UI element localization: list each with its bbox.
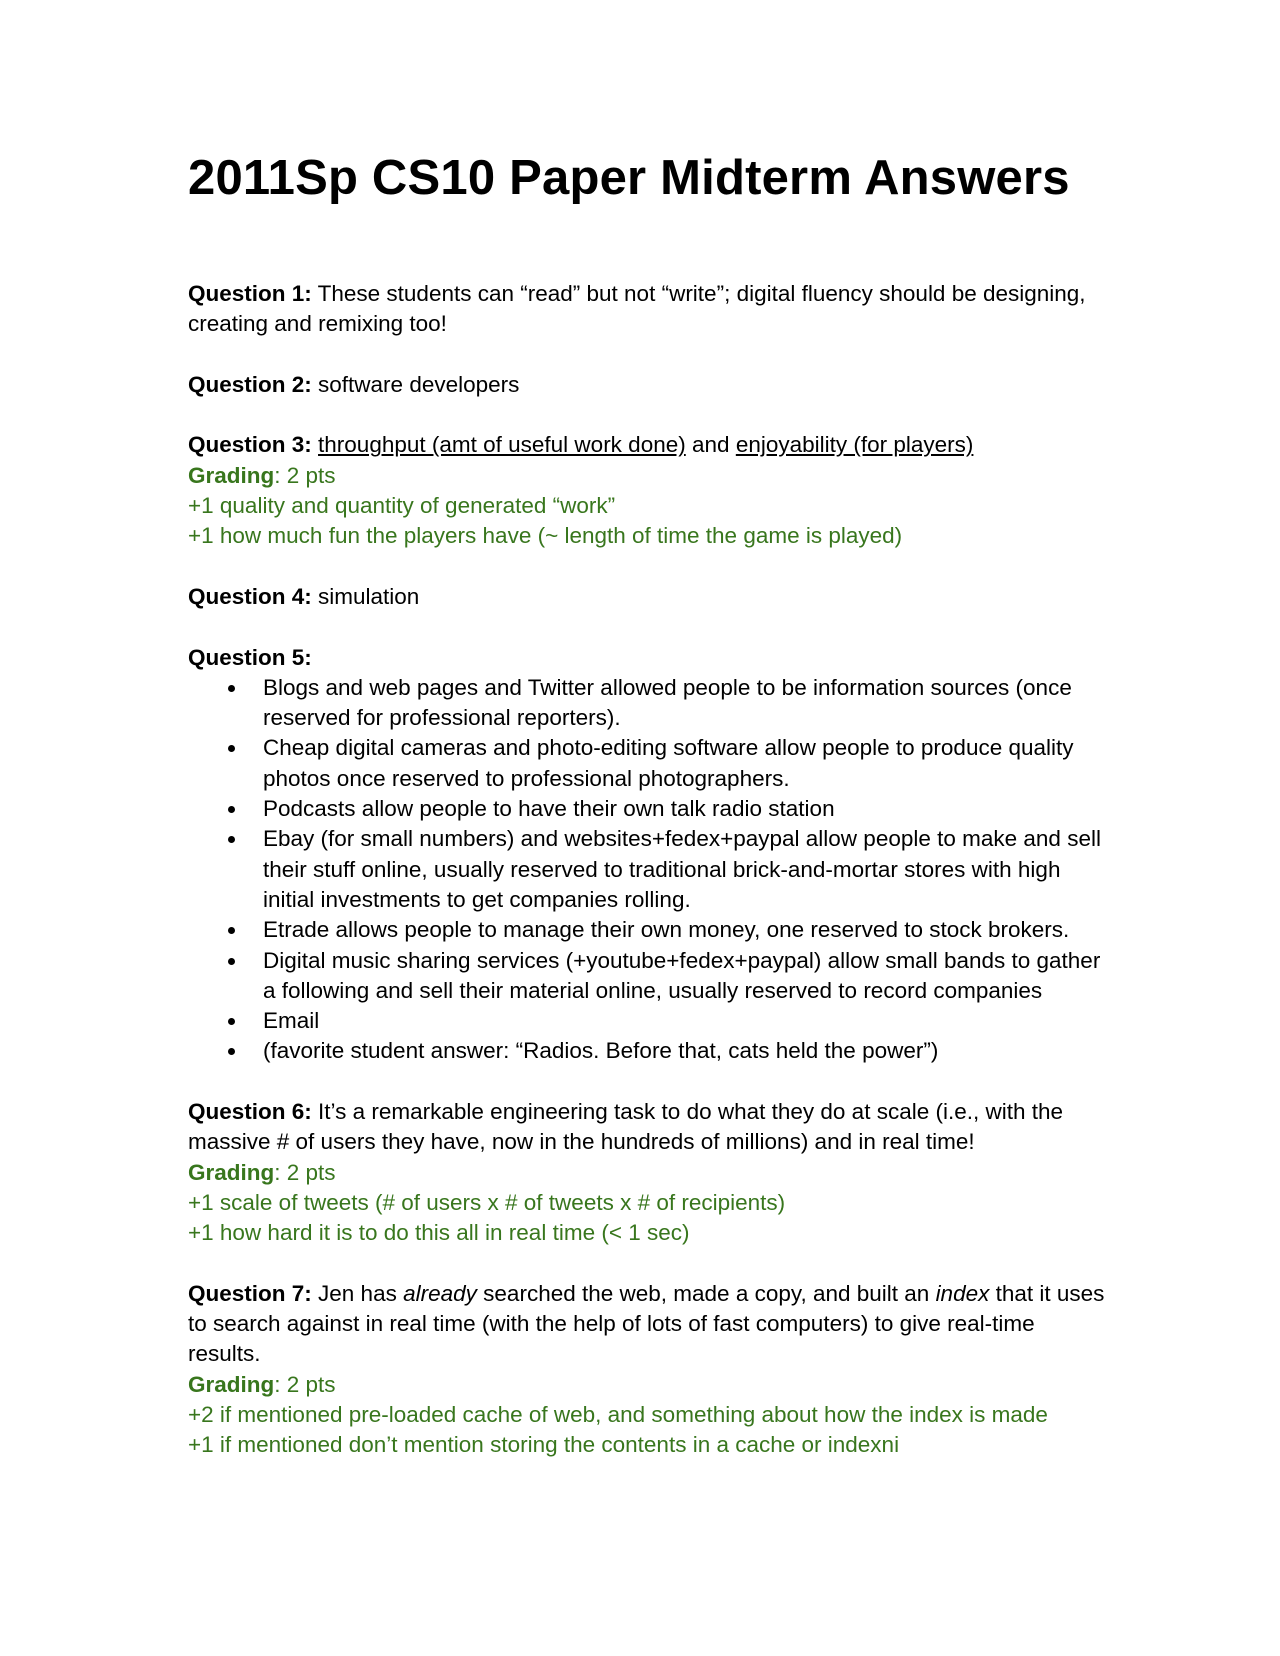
list-item-text: Ebay (for small numbers) and websites+fedex+paypal allow people to make and sell their stuff online, usually reserved to traditional brick-and-mortar stores with high initial investments to get companies rolling. bbox=[263, 826, 1101, 912]
bullet-icon bbox=[228, 836, 235, 843]
rubric-item: +1 if mentioned don’t mention storing the contents in a cache or indexni bbox=[188, 1432, 900, 1458]
page-title: 2011Sp CS10 Paper Midterm Answers bbox=[188, 151, 1070, 205]
grading-label: Grading bbox=[188, 1371, 275, 1397]
question-4 bbox=[188, 582, 1108, 612]
answer-text: searched the web, made a copy, and built an bbox=[483, 1280, 930, 1306]
list-item bbox=[188, 733, 1108, 794]
list-item bbox=[188, 673, 1108, 734]
list-item-text: Etrade allows people to manage their own money, one reserved to stock brokers. bbox=[263, 917, 1070, 943]
grading-line bbox=[188, 461, 1108, 491]
answer-emphasis: index bbox=[935, 1280, 990, 1306]
list-item bbox=[188, 794, 1108, 824]
bullet-icon bbox=[228, 806, 235, 813]
question-1 bbox=[188, 279, 1108, 340]
list-item bbox=[188, 1036, 1108, 1066]
answer-emphasis: already bbox=[403, 1280, 477, 1306]
question-label: Question 2: bbox=[188, 371, 312, 397]
list-item bbox=[188, 915, 1108, 945]
list-item bbox=[188, 1006, 1108, 1036]
rubric-item: +1 quality and quantity of generated “work” bbox=[188, 493, 616, 519]
bullet-icon bbox=[228, 1048, 235, 1055]
answer-text: These students can “read” but not “write”; digital fluency should be designing, creating and remixing too! bbox=[188, 281, 1086, 337]
question-label: Question 7: bbox=[188, 1280, 312, 1306]
bullet-icon bbox=[228, 1018, 235, 1025]
list-item-text: (favorite student answer: “Radios. Before that, cats held the power”) bbox=[263, 1038, 939, 1064]
answer-text: simulation bbox=[318, 583, 420, 609]
question-label: Question 1: bbox=[188, 281, 312, 306]
grading-label: Grading bbox=[188, 1159, 275, 1185]
grading-label: Grading bbox=[188, 462, 275, 488]
answer-connector: and bbox=[692, 432, 730, 458]
list-item-text: Podcasts allow people to have their own talk radio station bbox=[263, 796, 835, 822]
question-6 bbox=[188, 1097, 1108, 1158]
grading-points: : 2 pts bbox=[274, 1159, 336, 1185]
answer-bullet-list bbox=[188, 673, 1108, 1067]
bullet-icon bbox=[228, 685, 235, 692]
answer-text: It’s a remarkable engineering task to do what they do at scale (i.e., with the massive # of users they have, now in the hundreds of millions) and in real time! bbox=[188, 1099, 1064, 1155]
list-item-text: Cheap digital cameras and photo-editing software allow people to produce quality photos once reserved to professional photographers. bbox=[263, 735, 1074, 791]
grading-points: : 2 pts bbox=[274, 1371, 336, 1397]
rubric-item: +1 how much fun the players have (~ length of time the game is played) bbox=[188, 523, 903, 549]
grading-line bbox=[188, 1370, 1108, 1400]
grading-points: : 2 pts bbox=[274, 462, 336, 488]
bullet-icon bbox=[228, 927, 235, 934]
list-item bbox=[188, 824, 1108, 915]
question-7 bbox=[188, 1279, 1108, 1370]
question-label: Question 5: bbox=[188, 644, 312, 670]
bullet-icon bbox=[228, 958, 235, 965]
list-item-text: Blogs and web pages and Twitter allowed people to be information sources (once reserved for professional reporters). bbox=[263, 674, 1072, 731]
question-label: Question 3: bbox=[188, 432, 312, 458]
list-item bbox=[188, 946, 1108, 1007]
list-item-text: Digital music sharing services (+youtube+fedex+paypal) allow small bands to gather a following and sell their material online, usually reserved to record companies bbox=[263, 947, 1101, 1003]
answer-text: software developers bbox=[318, 371, 520, 397]
answer-part-1: throughput (amt of useful work done) bbox=[318, 432, 686, 458]
grading-line bbox=[188, 1158, 1108, 1188]
question-2 bbox=[188, 370, 1108, 400]
rubric-item: +1 scale of tweets (# of users x # of tweets x # of recipients) bbox=[188, 1189, 786, 1215]
answer-text: that it uses to search against in real time (with the help of lots of fast computers) to give real-time results. bbox=[188, 1280, 1105, 1367]
question-label: Question 6: bbox=[188, 1099, 312, 1125]
question-5 bbox=[188, 643, 1108, 673]
question-3 bbox=[188, 430, 1108, 460]
answer-part-2: enjoyability (for players) bbox=[735, 432, 974, 458]
rubric-item: +2 if mentioned pre-loaded cache of web, and something about how the index is made bbox=[188, 1401, 1048, 1427]
list-item-text: Email bbox=[263, 1008, 320, 1034]
question-label: Question 4: bbox=[188, 583, 312, 609]
document-body bbox=[188, 279, 1108, 1461]
rubric-item: +1 how hard it is to do this all in real time (< 1 sec) bbox=[188, 1220, 690, 1246]
answer-text: Jen has bbox=[318, 1280, 397, 1306]
bullet-icon bbox=[228, 745, 235, 752]
